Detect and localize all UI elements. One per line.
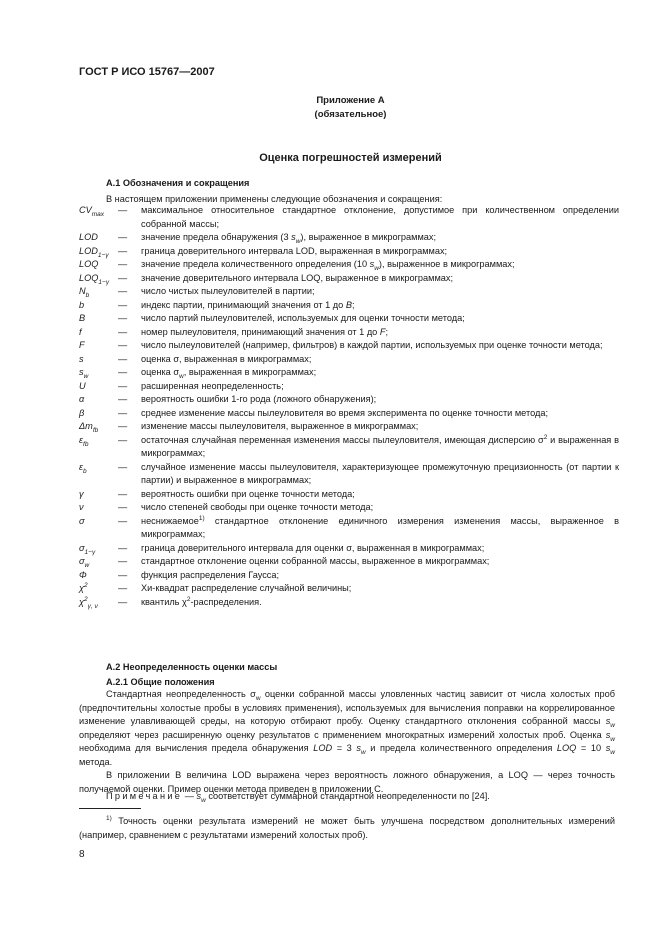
definition-text: среднее изменение массы пылеуловителя во время эксперимента по оценке точности метода; bbox=[141, 407, 549, 418]
footnote bbox=[79, 815, 615, 842]
definition-text: вероятность ошибки 1-го рода (ложного обнаружения); bbox=[141, 394, 377, 404]
definition-symbol: $\sigma_w$ bbox=[79, 556, 90, 569]
definition-item bbox=[79, 245, 619, 259]
definition-item bbox=[79, 596, 619, 610]
definition-text: значение доверительного интервала LOQ, выраженное в микрограммах; bbox=[141, 272, 454, 283]
definition-item bbox=[79, 582, 619, 596]
definition-symbol: $\varepsilon_b$ bbox=[79, 461, 87, 475]
definition-dash: — bbox=[118, 313, 128, 323]
definition-symbol: γ bbox=[79, 488, 84, 499]
definition-symbol: B bbox=[79, 313, 86, 323]
definition-item bbox=[79, 501, 619, 515]
definition-item bbox=[79, 420, 619, 434]
definition-text: значение предела обнаружения (3 $s_w$), выраженное в микрограммах; bbox=[141, 232, 437, 245]
definition-text: номер пылеуловителя, принимающий значения от 1 до F; bbox=[141, 326, 389, 337]
page-number: 8 bbox=[79, 849, 85, 860]
definition-symbol: ν bbox=[79, 502, 84, 512]
definition-text: значение предела количественного определения (10 $s_w$), выраженное в микрограммах; bbox=[141, 259, 515, 272]
definition-item bbox=[79, 515, 619, 542]
section-a2-heading: А.2 Неопределенность оценки массы bbox=[106, 662, 278, 672]
definition-dash: — bbox=[118, 394, 128, 404]
definition-text: Хи-квадрат распределение случайной величины; bbox=[141, 583, 352, 593]
definition-dash: — bbox=[118, 556, 128, 566]
definition-text: остаточная случайная переменная изменения массы пылеуловителя, имеющая дисперсию $\sigma^2$ и выраженная в микрограммах; bbox=[141, 433, 619, 458]
definition-symbol: σ bbox=[79, 515, 85, 526]
definition-text: число партий пылеуловителей, используемых для оценки точности метода; bbox=[141, 313, 465, 323]
definition-symbol: α bbox=[79, 394, 85, 404]
footnote-divider bbox=[79, 808, 141, 809]
note-text: — $s_w$ соответствует суммарной стандартной неопределенности по [24]. bbox=[182, 791, 490, 804]
definition-dash: — bbox=[118, 205, 128, 215]
definition-text: расширенная неопределенность; bbox=[141, 380, 284, 391]
definition-dash: — bbox=[118, 299, 128, 310]
definition-dash: — bbox=[118, 272, 128, 283]
definition-dash: — bbox=[118, 232, 128, 242]
definition-dash: — bbox=[118, 380, 128, 391]
definition-symbol: s bbox=[79, 353, 84, 364]
definition-dash: — bbox=[118, 583, 128, 593]
definition-dash: — bbox=[118, 340, 128, 350]
definition-text: индекс партии, принимающий значения от 1 до B; bbox=[141, 299, 355, 310]
definition-dash: — bbox=[118, 245, 128, 256]
section-a21-heading: А.2.1 Общие положения bbox=[106, 677, 215, 687]
definition-symbol: LOQ bbox=[79, 259, 99, 269]
annex-block bbox=[0, 94, 661, 122]
definition-text: граница доверительного интервала для оценки σ, выраженная в микрограммах; bbox=[141, 542, 485, 553]
definition-symbol: $LOD_{1-\gamma}$ bbox=[79, 245, 109, 259]
definition-item bbox=[79, 231, 619, 245]
body-paragraphs bbox=[79, 688, 615, 796]
annex-status: (обязательное) bbox=[314, 109, 387, 120]
definition-symbol: $\Delta m_{fb}$ bbox=[79, 421, 99, 434]
footnote-text: $^{1)}$ Точность оценки результата измерений не может быть улучшена посредством дополнительных измерений (например, сравнением с результатами измерений холостых проб). bbox=[79, 814, 615, 840]
definition-symbol: $\sigma_{1-\gamma}$ bbox=[79, 542, 96, 556]
definition-text: неснижаемое$^{1)}$ стандартное отклонение единичного измерения изменения массы, выраженное в микрограммах; bbox=[141, 514, 619, 539]
definition-dash: — bbox=[118, 367, 128, 377]
definition-dash: — bbox=[118, 515, 128, 526]
definition-symbol: Φ bbox=[79, 569, 87, 580]
definition-symbol: $\chi^2_{\gamma, \nu}$ bbox=[79, 595, 98, 610]
definition-text: стандартное отклонение оценки собранной массы, выраженное в микрограммах; bbox=[141, 556, 490, 566]
definition-item bbox=[79, 326, 619, 340]
definition-dash: — bbox=[118, 461, 128, 472]
definition-text: число чистых пылеуловителей в партии; bbox=[141, 286, 315, 296]
note-label: Примечание bbox=[106, 791, 183, 801]
definition-item bbox=[79, 555, 619, 569]
definition-text: функция распределения Гаусса; bbox=[141, 569, 280, 580]
definition-dash: — bbox=[118, 407, 128, 418]
definition-dash: — bbox=[118, 542, 128, 553]
definition-dash: — bbox=[118, 434, 128, 445]
definition-symbol: $s_w$ bbox=[79, 367, 89, 380]
definition-dash: — bbox=[118, 259, 128, 269]
section-a1-heading: А.1 Обозначения и сокращения bbox=[106, 178, 250, 188]
definition-text: граница доверительного интервала LOD, выраженная в микрограммах; bbox=[141, 245, 448, 256]
definition-dash: — bbox=[118, 353, 128, 364]
definition-dash: — bbox=[118, 502, 128, 512]
page-title: Оценка погрешностей измерений bbox=[259, 152, 442, 164]
definition-text: оценка $\sigma_w$, выраженная в микрограммах; bbox=[141, 367, 317, 380]
definition-symbol: U bbox=[79, 380, 86, 391]
definition-dash: — bbox=[118, 488, 128, 499]
definition-item bbox=[79, 407, 619, 421]
note bbox=[106, 790, 490, 804]
definition-item bbox=[79, 434, 619, 461]
definition-text: число степеней свободы при оценке точности метода; bbox=[141, 502, 374, 512]
definition-item bbox=[79, 258, 619, 272]
definition-symbol: F bbox=[79, 340, 85, 350]
definition-item bbox=[79, 366, 619, 380]
definition-item bbox=[79, 272, 619, 286]
definition-text: вероятность ошибки при оценке точности метода; bbox=[141, 488, 355, 499]
definition-symbol: $N_b$ bbox=[79, 286, 90, 299]
definition-item bbox=[79, 488, 619, 502]
section-a1-intro: В настоящем приложении применены следующие обозначения и сокращения: bbox=[106, 194, 443, 204]
definition-item bbox=[79, 204, 619, 231]
definition-text: оценка σ, выраженная в микрограммах; bbox=[141, 353, 312, 364]
definition-dash: — bbox=[118, 326, 128, 337]
document-header: ГОСТ Р ИСО 15767—2007 bbox=[79, 66, 215, 78]
definition-symbol: LOD bbox=[79, 232, 98, 242]
definition-item bbox=[79, 569, 619, 583]
definition-symbol: β bbox=[79, 407, 85, 418]
definition-symbol: $LOQ_{1-\gamma}$ bbox=[79, 272, 110, 286]
definition-item bbox=[79, 461, 619, 488]
definition-symbol: $\varepsilon_{fb}$ bbox=[79, 434, 89, 448]
definition-dash: — bbox=[118, 569, 128, 580]
definitions-list bbox=[79, 204, 619, 609]
definition-text: максимальное относительное стандартное отклонение, допустимое при количественном определении собранной массы; bbox=[141, 205, 619, 229]
definition-item bbox=[79, 393, 619, 407]
definition-symbol: f bbox=[79, 326, 82, 337]
definition-symbol: b bbox=[79, 299, 85, 310]
definition-dash: — bbox=[118, 421, 128, 431]
paragraph: В приложении В величина LOD выражена через вероятность ложного обнаружения, а LOQ — через точность получаемой оценки. Пример оценки метода приведен в приложении С. bbox=[79, 770, 615, 794]
definition-item bbox=[79, 299, 619, 313]
definition-symbol: $\chi^2$ bbox=[79, 581, 88, 593]
definition-dash: — bbox=[118, 596, 128, 607]
definition-text: число пылеуловителей (например, фильтров) в каждой партии, используемых при оценке точности метода; bbox=[141, 340, 603, 350]
definition-item bbox=[79, 339, 619, 353]
annex-title: Приложение А bbox=[316, 95, 385, 106]
definition-item bbox=[79, 380, 619, 394]
definition-text: случайное изменение массы пылеуловителя, характеризующее промежуточную прецизионность (от партии к партии) и выраженное в микрограммах; bbox=[141, 461, 619, 485]
definition-dash: — bbox=[118, 286, 128, 296]
definition-item bbox=[79, 353, 619, 367]
definition-item bbox=[79, 542, 619, 556]
definition-text: изменение массы пылеуловителя, выраженное в микрограммах; bbox=[141, 421, 419, 431]
paragraph: Стандартная неопределенность $\sigma_w$ оценки собранной массы уловленных частиц зависит от числа холостых проб (предпочтительны холостые пробы в условиях применения), используемых для вычисления поправки на коррелированное изменение улавливающей среды, на которую отбирают пробу. Оценку стандартного отклонения собранной массы $s_w$ определяют через расширенную оценку результатов с применением многократных измерений холостых проб. Оценка $s_w$ необходима для вычисления предела обнаружения LOD = 3 $s_w$ и предела количественного определения LOQ = 10 $s_w$ метода. bbox=[79, 689, 615, 767]
definition-text: квантиль $\chi^2$-распределения. bbox=[141, 595, 262, 607]
definition-item bbox=[79, 285, 619, 299]
definition-item bbox=[79, 312, 619, 326]
definition-symbol: $CV_{max}$ bbox=[79, 205, 105, 218]
